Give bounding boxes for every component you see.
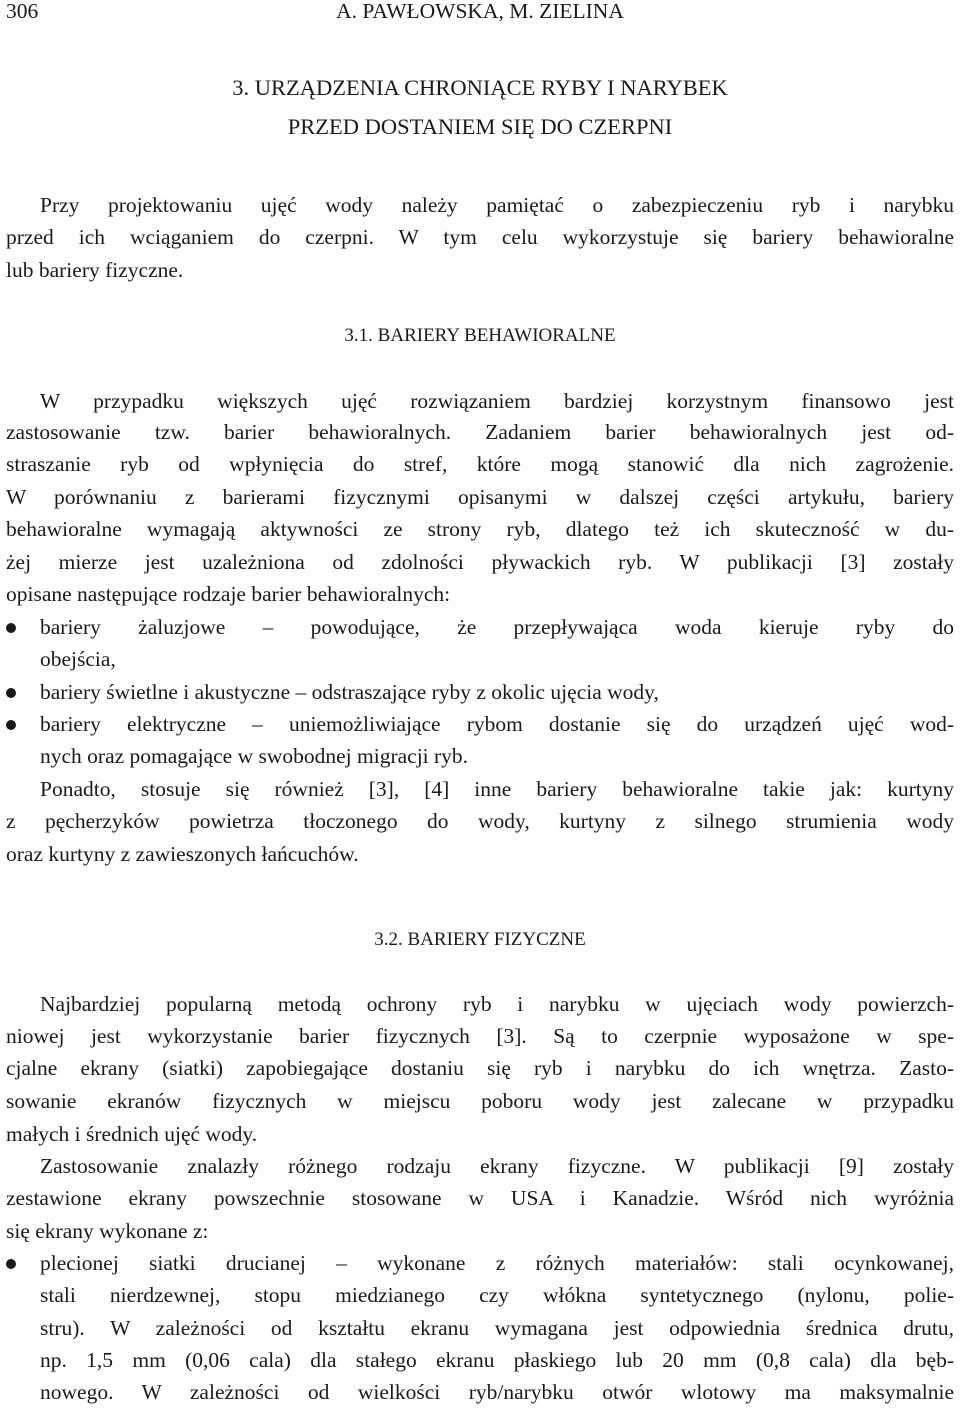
list-item-line: obejścia, xyxy=(40,647,116,671)
paragraph-line: się ekrany wykonane z: xyxy=(6,1219,209,1243)
paragraph-line: zestawione ekrany powszechnie stosowane w USA i Kanadzie. Wśród nich wyróżnia xyxy=(6,1186,954,1210)
paragraph-line: Zastosowanie znalazły różnego rodzaju ekrany fizyczne. W publikacji [9] zostały xyxy=(40,1154,954,1178)
intro-line: przed ich wciąganiem do czerpni. W tym celu wykorzystuje się bariery behawioralne xyxy=(6,225,954,249)
list-item-line: stru). W zależności od kształtu ekranu wymagana jest odpowiednia średnica drutu, xyxy=(40,1316,954,1340)
list-item-line: nych oraz pomagające w swobodnej migracji ryb. xyxy=(40,744,469,768)
paragraph-line: żej mierze jest uzależniona od zdolności pływackich ryb. W publikacji [3] zostały xyxy=(6,550,954,574)
running-header-authors: A. PAWŁOWSKA, M. ZIELINA xyxy=(336,0,624,23)
paragraph-line: sowanie ekranów fizycznych w miejscu poboru wody jest zalecane w przypadku xyxy=(6,1089,954,1113)
paragraph-line: niowej jest wykorzystanie barier fizycznych [3]. Są to czerpnie wyposażone w spe- xyxy=(6,1024,954,1048)
bullet-point xyxy=(6,720,16,730)
list-item-line: bariery żaluzjowe – powodujące, że przepływająca woda kieruje ryby do xyxy=(40,615,954,639)
bullet-point xyxy=(6,688,16,698)
bullet-point xyxy=(6,1259,16,1269)
paragraph-line: z pęcherzyków powietrza tłoczonego do wody, kurtyny z silnego strumienia wody xyxy=(6,809,954,833)
intro-line: lub bariery fizyczne. xyxy=(6,258,184,282)
list-item-line: bariery świetlne i akustyczne – odstraszające ryby z okolic ujęcia wody, xyxy=(40,680,659,704)
paragraph-line: behawioralne wymagają aktywności ze strony ryb, dlatego też ich skuteczność w du- xyxy=(6,517,954,541)
paragraph-line: oraz kurtyny z zawieszonych łańcuchów. xyxy=(6,842,359,866)
paragraph-line: małych i średnich ujęć wody. xyxy=(6,1122,258,1146)
paragraph-line: Ponadto, stosuje się również [3], [4] inne bariery behawioralne takie jak: kurtyny xyxy=(40,777,954,801)
section-3-1-title: 3.1. BARIERY BEHAWIORALNE xyxy=(344,325,616,346)
section-3-title-line-2: PRZED DOSTANIEM SIĘ DO CZERPNI xyxy=(287,114,673,139)
paragraph-line: Najbardziej popularną metodą ochrony ryb i narybku w ujęciach wody powierzch- xyxy=(40,992,954,1016)
bullet-point xyxy=(6,623,16,633)
list-item-line: bariery elektryczne – uniemożliwiające rybom dostanie się do urządzeń ujęć wod- xyxy=(40,712,954,736)
section-3-title-line-1: 3. URZĄDZENIA CHRONIĄCE RYBY I NARYBEK xyxy=(232,75,728,100)
list-item-line: stali nierdzewnej, stopu miedzianego czy włókna syntetycznego (nylonu, polie- xyxy=(40,1283,954,1307)
paragraph-line: opisane następujące rodzaje barier behawioralnych: xyxy=(6,582,451,606)
paragraph-line: zastosowanie tzw. barier behawioralnych. Zadaniem barier behawioralnych jest od- xyxy=(6,420,954,444)
list-item-line: nowego. W zależności od wielkości ryb/narybku otwór wlotowy ma maksymalnie xyxy=(40,1380,954,1404)
page-number: 306 xyxy=(6,0,39,23)
intro-line: Przy projektowaniu ujęć wody należy pamiętać o zabezpieczeniu ryb i narybku xyxy=(40,193,954,217)
paragraph-line: cjalne ekrany (siatki) zapobiegające dostaniu się ryb i narybku do ich wnętrza. Zasto- xyxy=(6,1056,954,1080)
list-item-line: plecionej siatki drucianej – wykonane z różnych materiałów: stali ocynkowanej, xyxy=(40,1251,954,1275)
list-item-line: np. 1,5 mm (0,06 cala) dla stałego ekranu płaskiego lub 20 mm (0,8 cala) dla bęb- xyxy=(40,1348,954,1372)
paragraph-line: W przypadku większych ujęć rozwiązaniem bardziej korzystnym finansowo jest xyxy=(40,389,954,413)
section-3-2-title: 3.2. BARIERY FIZYCZNE xyxy=(374,929,586,950)
paragraph-line: straszanie ryb od wpłynięcia do stref, które mogą stanowić dla nich zagrożenie. xyxy=(6,452,954,476)
paragraph-line: W porównaniu z barierami fizycznymi opisanymi w dalszej części artykułu, bariery xyxy=(6,485,954,509)
